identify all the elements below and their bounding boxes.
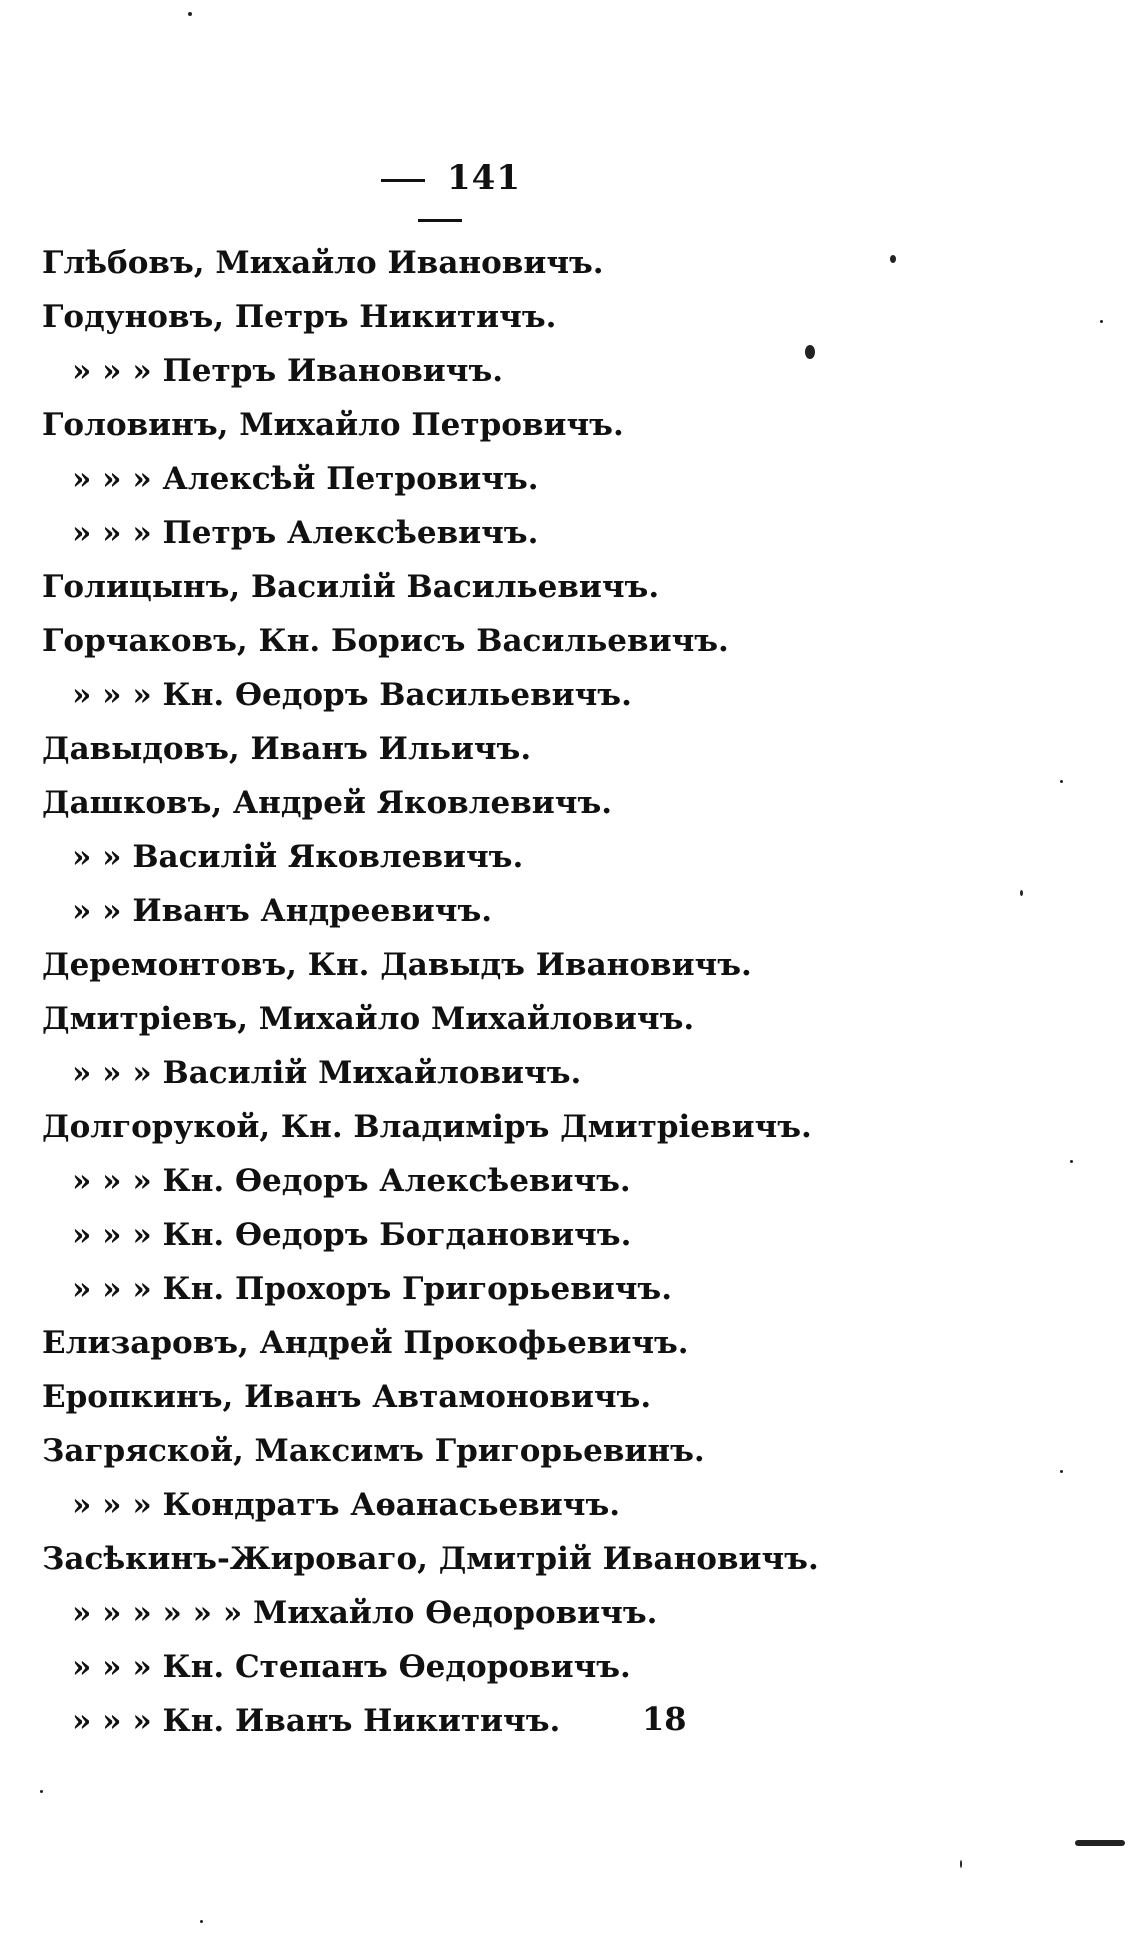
entry-name: Горчаковъ, Кн. Борисъ Васильевичъ. xyxy=(42,623,729,659)
ditto-marks: » » » xyxy=(72,1271,152,1307)
header-dash-left xyxy=(381,179,425,182)
list-item xyxy=(42,560,1062,614)
ditto-marks: » » » xyxy=(72,1487,152,1523)
entry-name: Василій Михайловичъ. xyxy=(162,1055,582,1091)
ditto-marks: » » » » » » xyxy=(72,1595,243,1631)
ditto-marks: » » » xyxy=(72,1217,152,1253)
entry-name: Долгорукой, Кн. Владиміръ Дмитріевичъ. xyxy=(42,1109,812,1145)
list-item xyxy=(42,1262,1062,1316)
entry-name: Петръ Ивановичъ. xyxy=(162,353,504,389)
list-item xyxy=(42,668,1062,722)
list-item xyxy=(42,1694,1062,1748)
list-item xyxy=(42,614,1062,668)
list-item xyxy=(42,1208,1062,1262)
ditto-marks: » » xyxy=(72,893,122,929)
entry-name: Голицынъ, Василій Васильевичъ. xyxy=(42,569,660,605)
entry-name: Петръ Алексѣевичъ. xyxy=(162,515,539,551)
page-header xyxy=(320,158,560,238)
entry-name: Давыдовъ, Иванъ Ильичъ. xyxy=(42,731,532,767)
entry-name: Кн. Степанъ Ѳедоровичъ. xyxy=(162,1649,631,1685)
list-item xyxy=(42,236,1062,290)
entry-name: Еропкинъ, Иванъ Автамоновичъ. xyxy=(42,1379,652,1415)
list-item xyxy=(42,398,1062,452)
header-dash-right xyxy=(418,219,462,222)
entry-name: Михайло Ѳедоровичъ. xyxy=(253,1595,658,1631)
entry-name: Деремонтовъ, Кн. Давыдъ Ивановичъ. xyxy=(42,947,752,983)
entry-name: Дмитріевъ, Михайло Михайловичъ. xyxy=(42,1001,695,1037)
entry-name: Кн. Ѳедоръ Алексѣевичъ. xyxy=(162,1163,631,1199)
page-number: 141 xyxy=(447,158,521,198)
entry-name: Кн. Иванъ Никитичъ. xyxy=(162,1703,561,1739)
entry-name: Засѣкинъ-Жироваго, Дмитрій Ивановичъ. xyxy=(42,1541,819,1577)
list-item xyxy=(42,1640,1062,1694)
list-item xyxy=(42,1370,1062,1424)
list-item xyxy=(42,938,1062,992)
entry-name: Годуновъ, Петръ Никитичъ. xyxy=(42,299,557,335)
entry-name: Кн. Ѳедоръ Богдановичъ. xyxy=(162,1217,632,1253)
list-item xyxy=(42,1046,1062,1100)
ditto-marks: » » » xyxy=(72,1163,152,1199)
ditto-marks: » » » xyxy=(72,1703,152,1739)
ditto-marks: » » » xyxy=(72,1649,152,1685)
ditto-marks: » » » xyxy=(72,677,152,713)
list-item xyxy=(42,1154,1062,1208)
ditto-marks: » » » xyxy=(72,353,152,389)
list-item xyxy=(42,290,1062,344)
entry-name: Кн. Ѳедоръ Васильевичъ. xyxy=(162,677,632,713)
entry-name: Загряской, Максимъ Григорьевинъ. xyxy=(42,1433,705,1469)
list-item xyxy=(42,830,1062,884)
name-list xyxy=(42,236,1062,1748)
list-item xyxy=(42,1100,1062,1154)
list-item xyxy=(42,1316,1062,1370)
entry-name: Кондратъ Аѳанасьевичъ. xyxy=(162,1487,621,1523)
list-item xyxy=(42,344,1062,398)
entry-name: Алексѣй Петровичъ. xyxy=(162,461,539,497)
ditto-marks: » » xyxy=(72,839,122,875)
ditto-marks: » » » xyxy=(72,461,152,497)
entry-name: Кн. Прохоръ Григорьевичъ. xyxy=(162,1271,673,1307)
list-item xyxy=(42,884,1062,938)
entry-name: Елизаровъ, Андрей Прокофьевичъ. xyxy=(42,1325,689,1361)
ditto-marks: » » » xyxy=(72,1055,152,1091)
list-item xyxy=(42,452,1062,506)
list-item xyxy=(42,506,1062,560)
list-item xyxy=(42,992,1062,1046)
entry-name: Иванъ Андреевичъ. xyxy=(132,893,493,929)
signature-mark: 18 xyxy=(642,1700,687,1738)
list-item xyxy=(42,1586,1062,1640)
list-item xyxy=(42,1532,1062,1586)
entry-name: Василій Яковлевичъ. xyxy=(132,839,524,875)
list-item xyxy=(42,1478,1062,1532)
entry-name: Дашковъ, Андрей Яковлевичъ. xyxy=(42,785,613,821)
entry-name: Головинъ, Михайло Петровичъ. xyxy=(42,407,624,443)
ditto-marks: » » » xyxy=(72,515,152,551)
list-item xyxy=(42,1424,1062,1478)
list-item xyxy=(42,776,1062,830)
entry-name: Глѣбовъ, Михайло Ивановичъ. xyxy=(42,245,604,281)
list-item xyxy=(42,722,1062,776)
